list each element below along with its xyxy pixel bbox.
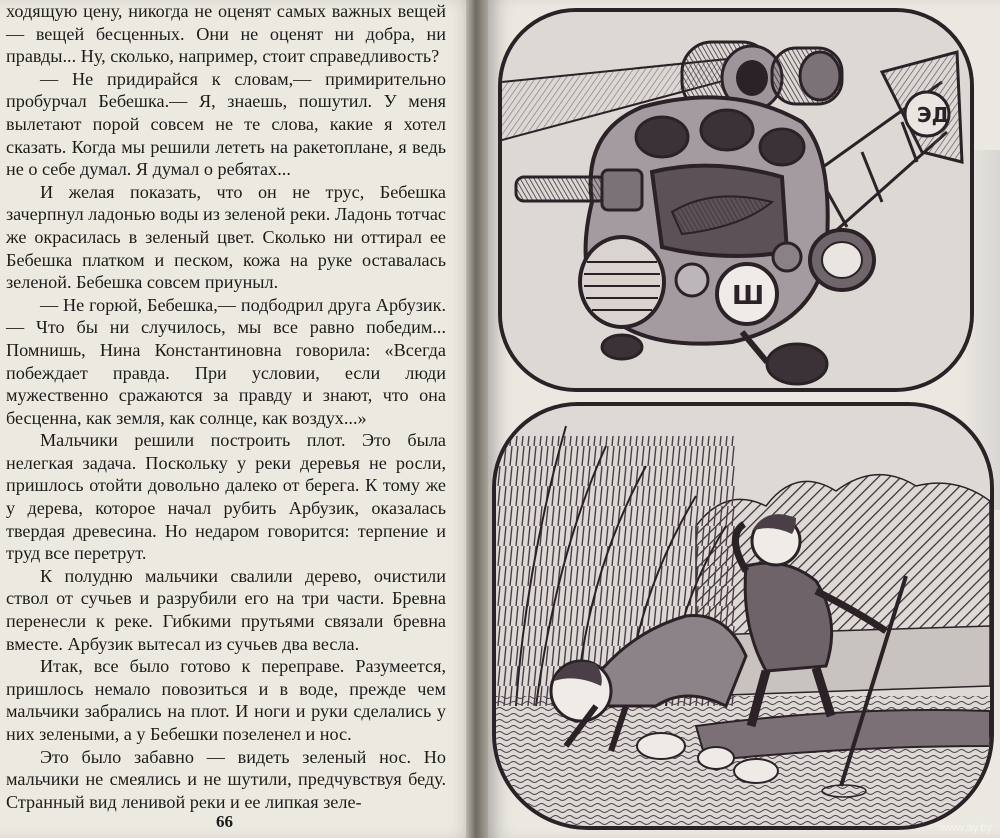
- paragraph: ходящую цену, никогда не оценят самых важных вещей — вещей бесценных. Они не оценят ни добра, ни правды... Ну, сколько, например, стоит справедливость?: [6, 1, 446, 67]
- paragraph: И желая показать, что он не трус, Бебешка зачерпнул ладонью воды из зеленой реки. Ладонь тотчас же окрасилась в зеленый цвет. Сколько ни оттирал ее Бебешка платком и песком, кожа на руке оставалась зеленой. Бебешка совсем приуныл.: [6, 181, 446, 293]
- paragraph: Это было забавно — видеть зеленый нос. Но мальчики не смеялись и не шутили, предчувствуя беду. Странный вид ленивой реки и ее липкая зеле-: [6, 746, 446, 812]
- paragraph: Мальчики решили построить плот. Это была нелегкая задача. Поскольку у реки деревья не росли, пришлось отойти довольно далеко от берега. К тому же у дерева, которое начал рубить Арбузик, оказалась твердая древесина. Но недаром говорится: терпение и труд все перетрут.: [6, 430, 446, 564]
- svg-text:Ш: Ш: [732, 281, 765, 311]
- river-scene-drawing: [496, 406, 990, 826]
- helicopter-illustration: [498, 8, 974, 392]
- svg-text:ЭД: ЭД: [917, 103, 950, 127]
- paragraph: — Не придирайся к словам,— примирительно пробурчал Бебешка.— Я, знаешь, пошутил. У меня вылетают порой совсем не те слова, какие я хотел сказать. Когда мы решили лететь на ракетоплане, я ведь не о себе думал. Я думал о ребятах...: [6, 68, 446, 180]
- paragraph: — Не горюй, Бебешка,— подбодрил друга Арбузик.— Что бы ни случилось, мы все равно победим... Помнишь, Нина Константиновна говорила: «Всегда побеждает правда. При условии, если люди мужественно сражаются за правду и знают, что она бесценна, как земля, как солнце, как воздух...»: [6, 294, 446, 428]
- page-text: [6, 0, 446, 813]
- book-gutter: [466, 0, 488, 838]
- paragraph: Итак, все было готово к переправе. Разумеется, пришлось немало повозиться и в воде, прежде чем мальчики забрались на плот. И ноги и руки сделались у них зелеными, а у Бебешки позеленел и нос.: [6, 656, 446, 744]
- river-boys-illustration: [492, 402, 994, 830]
- helicopter-drawing: [502, 12, 970, 388]
- left-page: [0, 0, 478, 838]
- page-number: 66: [216, 812, 233, 831]
- paragraph: К полудню мальчики свалили дерево, очистили ствол от сучьев и разрубили его на три части. Бревна перенесли к реке. Гибкими прутьями связали бревна вместе. Арбузик вытесал из сучьев два весла.: [6, 565, 446, 654]
- watermark: www.ay.by: [940, 822, 992, 834]
